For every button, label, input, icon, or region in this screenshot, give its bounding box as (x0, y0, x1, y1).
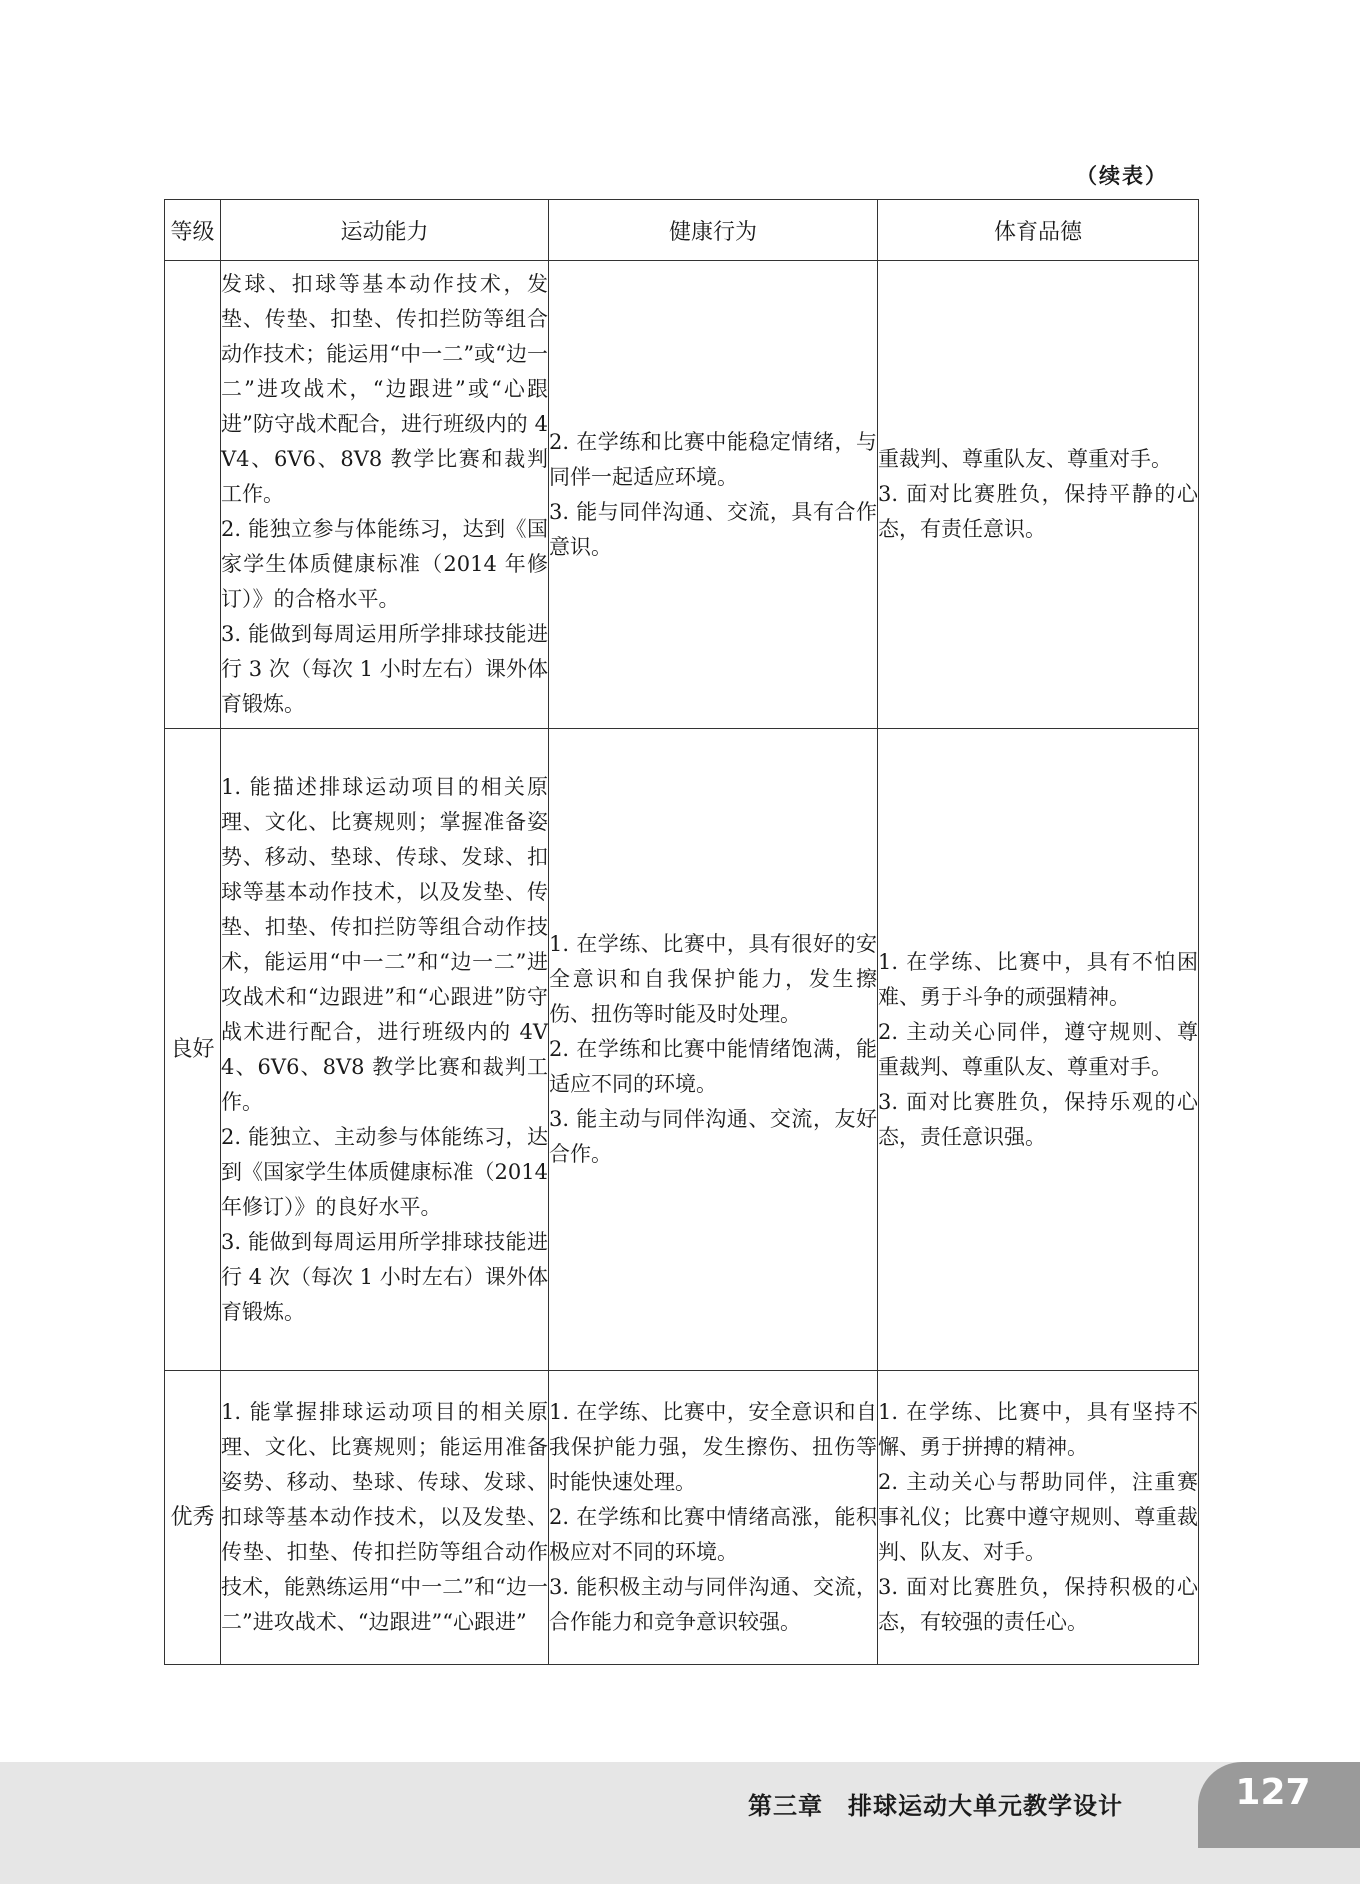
header-level: 等级 (165, 200, 221, 261)
health-behavior-cell (549, 261, 878, 729)
cell-paragraph: 2. 在学练和比赛中能稳定情绪，与同伴一起适应环境。 (549, 429, 877, 489)
level-cell (165, 261, 221, 729)
cell-paragraph: 3. 能做到每周运用所学排球技能进行 3 次（每次 1 小时左右）课外体育锻炼。 (221, 622, 548, 716)
cell-paragraph: 2. 能独立、主动参与体能练习，达到《国家学生体质健康标准（2014 年修订）》的良好水平。 (221, 1124, 548, 1219)
cell-paragraph: 2. 主动关心同伴，遵守规则、尊重裁判、尊重队友、尊重对手。 (878, 1019, 1198, 1079)
cell-paragraph: 3. 能主动与同伴沟通、交流，友好合作。 (549, 1107, 877, 1166)
cell-paragraph: 重裁判、尊重队友、尊重对手。 (878, 447, 1172, 471)
motor-ability-cell (221, 1371, 549, 1665)
table-row-excellent (165, 1371, 1199, 1665)
continued-table-label: （续表） (1076, 164, 1168, 188)
level-cell: 优秀 (165, 1371, 221, 1665)
motor-ability-cell (221, 261, 549, 729)
health-behavior-cell (549, 729, 878, 1371)
health-behavior-cell (549, 1371, 878, 1665)
chapter-title: 第三章 排球运动大单元教学设计 (748, 1792, 1123, 1820)
cell-paragraph: 1. 能掌握排球运动项目的相关原理、文化、比赛规则；能运用准备姿势、移动、垫球、传球、发球、扣球等基本动作技术，以及发垫、传垫、扣垫、传扣拦防等组合动作技术，能熟练运用“中一二”和“边一二”进攻战术、“边跟进”“心跟进” (221, 1400, 548, 1634)
cell-paragraph: 3. 能积极主动与同伴沟通、交流，合作能力和竞争意识较强。 (549, 1575, 877, 1634)
cell-paragraph: 2. 能独立参与体能练习，达到《国家学生体质健康标准（2014 年修订）》的合格水平。 (221, 517, 548, 611)
cell-paragraph: 3. 能与同伴沟通、交流，具有合作意识。 (549, 499, 877, 559)
cell-paragraph: 1. 在学练、比赛中，安全意识和自我保护能力强，发生擦伤、扭伤等时能快速处理。 (549, 1400, 877, 1494)
sports-ethics-cell (878, 729, 1199, 1371)
motor-ability-cell (221, 729, 549, 1371)
cell-paragraph: 3. 面对比赛胜负，保持乐观的心态，责任意识强。 (878, 1089, 1198, 1149)
cell-paragraph: 2. 主动关心与帮助同伴，注重赛事礼仪；比赛中遵守规则、尊重裁判、队友、对手。 (878, 1470, 1198, 1564)
table-header-row (165, 200, 1199, 261)
table-row-pass (165, 261, 1199, 729)
cell-paragraph: 3. 能做到每周运用所学排球技能进行 4 次（每次 1 小时左右）课外体育锻炼。 (221, 1229, 548, 1324)
cell-paragraph: 1. 在学练、比赛中，具有坚持不懈、勇于拼搏的精神。 (878, 1400, 1198, 1459)
header-motor-ability: 运动能力 (221, 200, 549, 261)
sports-ethics-cell (878, 1371, 1199, 1665)
header-health-behavior: 健康行为 (549, 200, 878, 261)
cell-paragraph: 2. 在学练和比赛中情绪高涨，能积极应对不同的环境。 (549, 1505, 877, 1564)
header-sports-ethics: 体育品德 (878, 200, 1199, 261)
evaluation-table (164, 199, 1199, 1665)
cell-paragraph: 1. 在学练、比赛中，具有不怕困难、勇于斗争的顽强精神。 (878, 949, 1198, 1009)
cell-paragraph: 发球、扣球等基本动作技术，发垫、传垫、扣垫、传扣拦防等组合动作技术；能运用“中一二”或“边一二”进攻战术，“边跟进”或“心跟进”防守战术配合，进行班级内的 4V4、6V6、8V8 教学比赛和裁判工作。 (221, 272, 548, 506)
cell-paragraph: 3. 面对比赛胜负，保持平静的心态，有责任意识。 (878, 482, 1198, 541)
cell-paragraph: 1. 能描述排球运动项目的相关原理、文化、比赛规则；掌握准备姿势、移动、垫球、传球、发球、扣球等基本动作技术，以及发垫、传垫、扣垫、传扣拦防等组合动作技术，能运用“中一二”和“边一二”进攻战术和“边跟进”和“心跟进”防守战术进行配合，进行班级内的 4V4、6V6、8V8 教学比赛和裁判工作。 (221, 774, 548, 1114)
cell-paragraph: 2. 在学练和比赛中能情绪饱满，能适应不同的环境。 (549, 1037, 877, 1096)
page-number: 127 (1235, 1772, 1311, 1813)
footer-band (0, 1762, 1360, 1884)
level-cell: 良好 (165, 729, 221, 1371)
cell-paragraph: 1. 在学练、比赛中，具有很好的安全意识和自我保护能力，发生擦伤、扭伤等时能及时处理。 (549, 932, 877, 1026)
sports-ethics-cell (878, 261, 1199, 729)
table-row-good (165, 729, 1199, 1371)
cell-paragraph: 3. 面对比赛胜负，保持积极的心态，有较强的责任心。 (878, 1575, 1198, 1634)
